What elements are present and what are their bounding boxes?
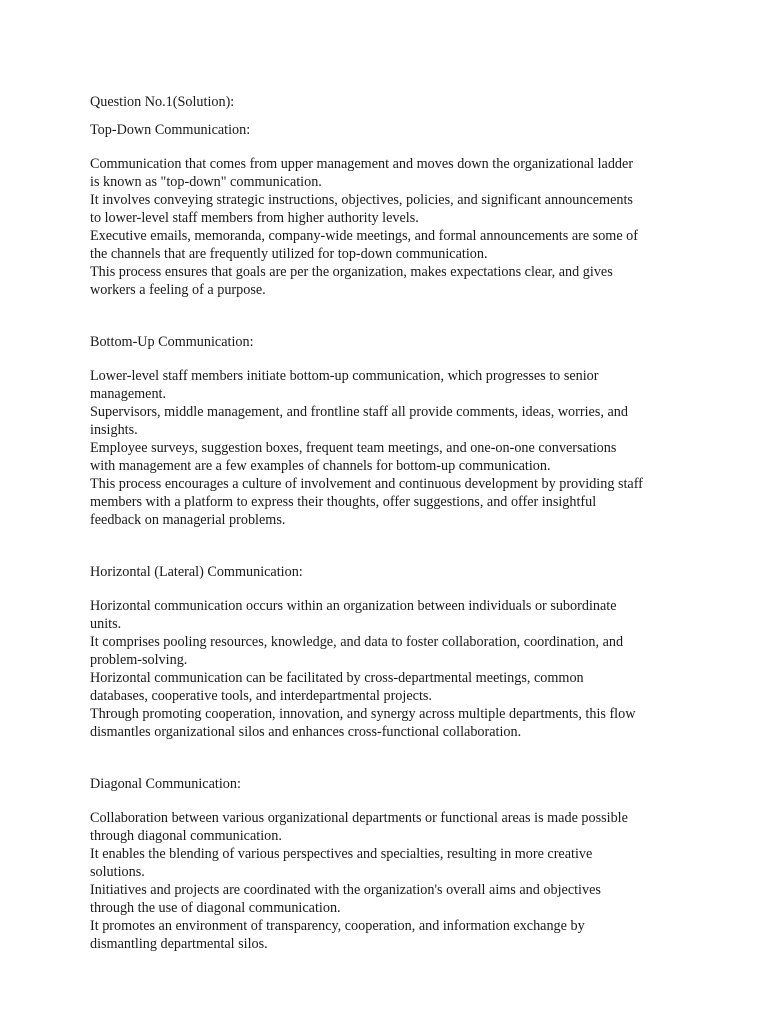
- section-body: [90, 597, 690, 741]
- body-line: Collaboration between various organizational departments or functional areas is made possible: [90, 810, 628, 826]
- section-1: [90, 121, 690, 299]
- body-line: Initiatives and projects are coordinated with the organization's overall aims and objectives: [90, 882, 601, 898]
- body-line: This process ensures that goals are per the organization, makes expectations clear, and gives: [90, 264, 613, 280]
- body-line: with management are a few examples of channels for bottom-up communication.: [90, 458, 551, 474]
- body-line: through diagonal communication.: [90, 828, 282, 844]
- body-line: problem-solving.: [90, 652, 188, 668]
- body-line: It promotes an environment of transparency, cooperation, and information exchange by: [90, 918, 585, 934]
- section-2: [90, 333, 690, 529]
- section-3: [90, 563, 690, 741]
- section-title: Diagonal Communication:: [90, 776, 241, 792]
- body-line: Horizontal communication occurs within an organization between individuals or subordinate: [90, 598, 617, 614]
- body-line: workers a feeling of a purpose.: [90, 282, 266, 298]
- section-body: [90, 809, 690, 953]
- body-line: to lower-level staff members from higher authority levels.: [90, 210, 419, 226]
- body-line: units.: [90, 616, 122, 632]
- body-line: It enables the blending of various perspectives and specialties, resulting in more creative: [90, 846, 593, 862]
- section-title: Top-Down Communication:: [90, 122, 251, 138]
- body-line: This process encourages a culture of involvement and continuous development by providing staff: [90, 476, 643, 492]
- body-line: management.: [90, 386, 167, 402]
- body-line: feedback on managerial problems.: [90, 512, 286, 528]
- section-body: [90, 367, 690, 529]
- body-line: solutions.: [90, 864, 145, 880]
- body-line: Through promoting cooperation, innovation, and synergy across multiple departments, this flow: [90, 706, 636, 722]
- section-body: [90, 155, 690, 299]
- body-line: Lower-level staff members initiate bottom-up communication, which progresses to senior: [90, 368, 599, 384]
- body-line: members with a platform to express their thoughts, offer suggestions, and offer insightful: [90, 494, 597, 510]
- body-line: Executive emails, memoranda, company-wide meetings, and formal announcements are some of: [90, 228, 638, 244]
- body-line: Horizontal communication can be facilitated by cross-departmental meetings, common: [90, 670, 584, 686]
- document-page: [90, 93, 690, 987]
- body-line: Supervisors, middle management, and frontline staff all provide comments, ideas, worries, and: [90, 404, 628, 420]
- body-line: through the use of diagonal communication.: [90, 900, 341, 916]
- body-line: dismantling departmental silos.: [90, 936, 268, 952]
- body-line: It involves conveying strategic instructions, objectives, policies, and significant announcements: [90, 192, 633, 208]
- body-line: It comprises pooling resources, knowledge, and data to foster collaboration, coordination, and: [90, 634, 624, 650]
- body-line: the channels that are frequently utilized for top-down communication.: [90, 246, 488, 262]
- sections-container: [90, 121, 690, 953]
- section-title: Horizontal (Lateral) Communication:: [90, 564, 303, 580]
- body-line: Employee surveys, suggestion boxes, frequent team meetings, and one-on-one conversations: [90, 440, 617, 456]
- section-title: Bottom-Up Communication:: [90, 334, 254, 350]
- body-line: is known as "top-down" communication.: [90, 174, 322, 190]
- body-line: databases, cooperative tools, and interdepartmental projects.: [90, 688, 432, 704]
- body-line: dismantles organizational silos and enhances cross-functional collaboration.: [90, 724, 522, 740]
- section-4: [90, 775, 690, 953]
- body-line: Communication that comes from upper management and moves down the organizational ladder: [90, 156, 634, 172]
- question-title: Question No.1(Solution):: [90, 94, 235, 110]
- body-line: insights.: [90, 422, 138, 438]
